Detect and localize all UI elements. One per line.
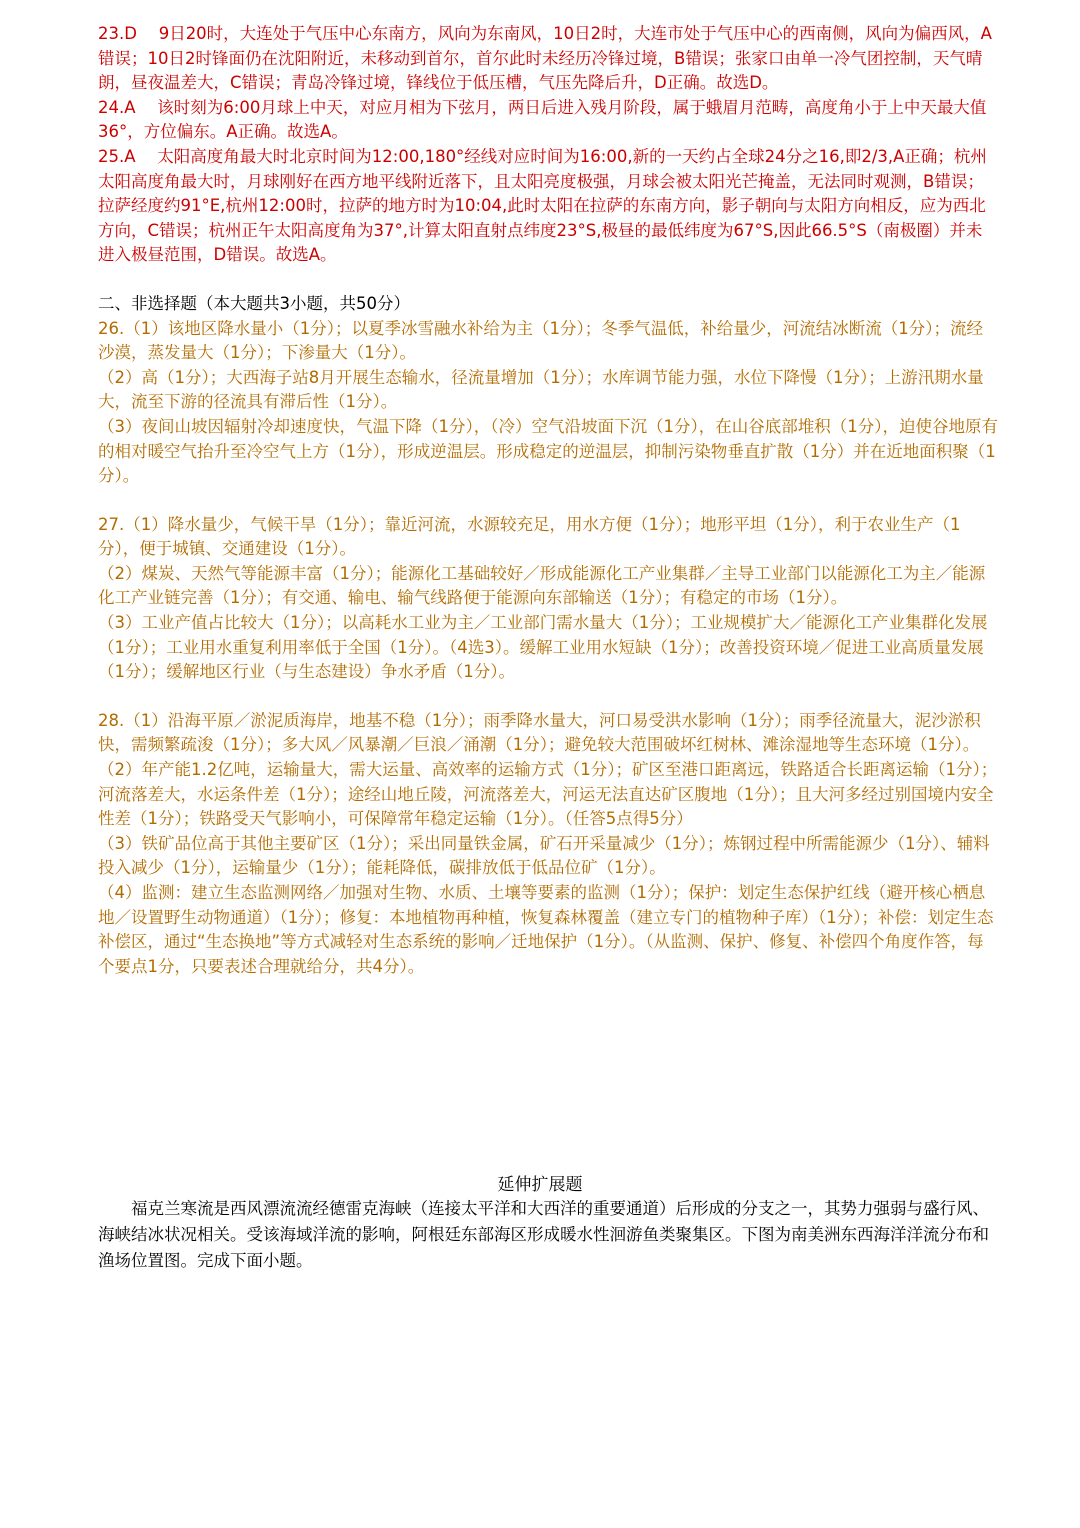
- answer-page: [98, 22, 998, 979]
- answer-28-part-1: 28.（1）沿海平原／淤泥质海岸，地基不稳（1分）；雨季降水量大，河口易受洪水影响（1分）；雨季径流量大，泥沙淤积快，需频繁疏浚（1分）；多大风／风暴潮／巨浪／涌潮（1分）；避免较大范围破坏红树林、滩涂湿地等生态环境（1分）。: [98, 710, 981, 755]
- answer-27: [98, 513, 998, 685]
- answer-26-part-1: 26.（1）该地区降水量小（1分）；以夏季冰雪融水补给为主（1分）；冬季气温低，补给量少，河流结冰断流（1分）；流经沙漠，蒸发量大（1分）；下渗量大（1分）。: [98, 318, 983, 363]
- choice-answers: [98, 22, 998, 268]
- answer-26-part-3: （3）夜间山坡因辐射冷却速度快，气温下降（1分），（冷）空气沿坡面下沉（1分），在山谷底部堆积（1分），迫使谷地原有的相对暖空气抬升至冷空气上方（1分），形成逆温层。形成稳定的逆温层，抑制污染物垂直扩散（1分）并在近地面积聚（1分）。: [98, 416, 998, 486]
- answer-28: [98, 709, 998, 980]
- answer-25: 25.A 太阳高度角最大时北京时间为12:00,180°经线对应时间为16:00,新的一天约占全球24分之16,即2/3,A正确；杭州太阳高度角最大时，月球刚好在西方地平线附近落下，且太阳亮度极强，月球会被太阳光芒掩盖，无法同时观测，B错误；拉萨经度约91°E,杭州12:00时，拉萨的地方时为10:04,此时太阳在拉萨的东南方向，影子朝向与太阳方向相反，应为西北方向，C错误；杭州正午太阳高度角为37°,计算太阳直射点纬度23°S,极昼的最低纬度为67°S,因此66.5°S（南极圈）并未进入极昼范围，D错误。故选A。: [98, 146, 987, 265]
- section-title: 二、非选择题（本大题共3小题，共50分）: [98, 293, 410, 313]
- answer-27-part-2: （2）煤炭、天然气等能源丰富（1分）；能源化工基础较好／形成能源化工产业集群／主导工业部门以能源化工为主／能源化工产业链完善（1分）；有交通、输电、输气线路便于能源向东部输送（1分）；有稳定的市场（1分）。: [98, 563, 986, 608]
- extension-body: 福克兰寒流是西风漂流流经德雷克海峡（连接太平洋和大西洋的重要通道）后形成的分支之一，其势力强弱与盛行风、海峡结冰状况相关。受该海域洋流的影响，阿根廷东部海区形成暖水性洄游鱼类聚集区。下图为南美洲东西海洋洋流分布和渔场位置图。完成下面小题。: [98, 1199, 989, 1270]
- answer-27-part-3: （3）工业产值占比较大（1分）；以高耗水工业为主／工业部门需水量大（1分）；工业规模扩大／能源化工产业集群化发展（1分）；工业用水重复利用率低于全国（1分）。（4选3）。缓解工业用水短缺（1分）；改善投资环境／促进工业高质量发展（1分）；缓解地区行业（与生态建设）争水矛盾（1分）。: [98, 613, 988, 682]
- answer-26: [98, 317, 998, 489]
- answer-27-part-1: 27.（1）降水量少，气候干旱（1分）；靠近河流，水源较充足，用水方便（1分）；地形平坦（1分），利于农业生产（1分），便于城镇、交通建设（1分）。: [98, 514, 961, 559]
- answer-28-part-4: （4）监测：建立生态监测网络／加强对生物、水质、土壤等要素的监测（1分）；保护：划定生态保护红线（避开核心栖息地／设置野生动物通道）（1分）；修复：本地植物再种植，恢复森林覆盖（建立专门的植物种子库）（1分）；补偿：划定生态补偿区，通过“生态换地”等方式减轻对生态系统的影响／迁地保护（1分）。（从监测、保护、修复、补偿四个角度作答，每个要点1分，只要表述合理就给分，共4分）。: [98, 883, 994, 976]
- answer-28-part-3: （3）铁矿品位高于其他主要矿区（1分）；采出同量铁金属，矿石开采量减少（1分）；炼钢过程中所需能源少（1分）、辅料投入减少（1分），运输量少（1分）；能耗降低，碳排放低于低品位矿（1分）。: [98, 833, 990, 878]
- answer-23: 23.D 9日20时，大连处于气压中心东南方，风向为东南风，10日2时，大连市处于气压中心的西南侧，风向为偏西风，A错误；10日2时锋面仍在沈阳附近，未移动到首尔，首尔此时未经历冷锋过境，B错误；张家口由单一冷气团控制，天气晴朗，昼夜温差大，C错误；青岛冷锋过境，锋线位于低压槽，气压先降后升，D正确。故选D。: [98, 24, 992, 93]
- extension-title: 延伸扩展题: [497, 1175, 583, 1195]
- answer-24: 24.A 该时刻为6:00月球上中天，对应月相为下弦月，两日后进入残月阶段，属于蛾眉月范畴，高度角小于上中天最大值36°，方位偏东。A正确。故选A。: [98, 97, 987, 142]
- answer-26-part-2: （2）高（1分）；大西海子站8月开展生态输水，径流量增加（1分）；水库调节能力强，水位下降慢（1分）；上游汛期水量大，流至下游的径流具有滞后性（1分）。: [98, 367, 984, 412]
- answer-28-part-2: （2）年产能1.2亿吨，运输量大，需大运量、高效率的运输方式（1分）；矿区至港口距离远，铁路适合长距离运输（1分）；河流落差大，水运条件差（1分）；途经山地丘陵，河流落差大，河运无法直达矿区腹地（1分）；且大河多经过别国境内安全性差（1分）；铁路受天气影响小，可保障常年稳定运输（1分）。（任答5点得5分）: [98, 760, 998, 829]
